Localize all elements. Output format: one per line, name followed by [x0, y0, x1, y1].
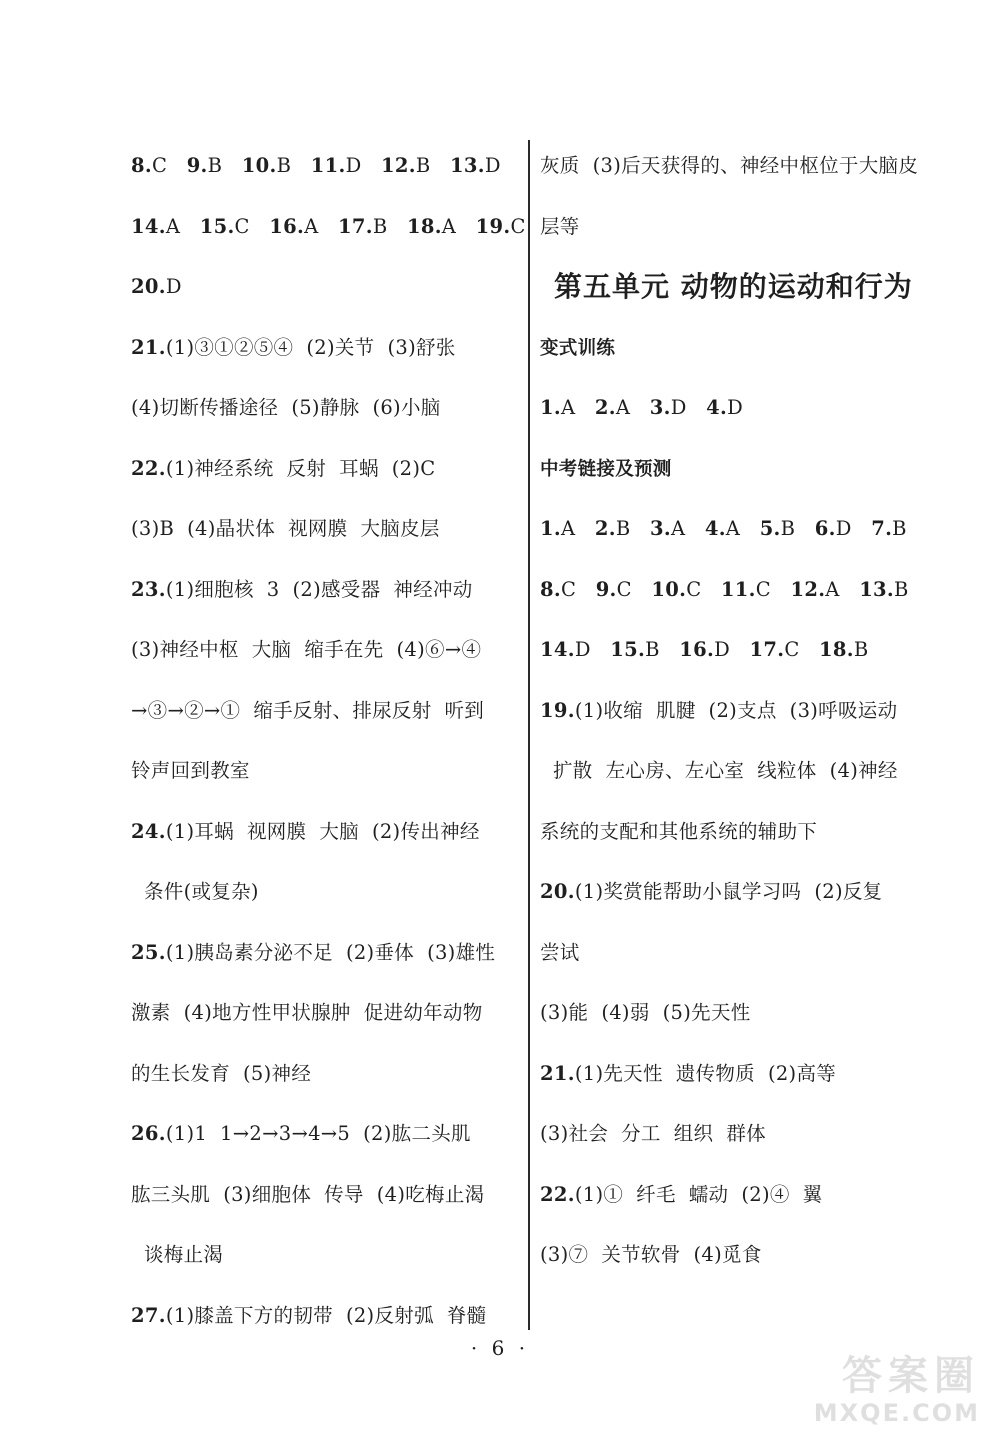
- question-number: 11.: [310, 154, 346, 177]
- question-number: 1.: [540, 396, 561, 419]
- answer-line: [540, 499, 940, 560]
- answer-line: [131, 681, 523, 742]
- question-number: 10.: [241, 154, 277, 177]
- answer-line: [131, 560, 523, 621]
- answer-text: B: [853, 638, 869, 661]
- answer-text: B: [645, 638, 680, 661]
- answer-text: C: [151, 154, 187, 177]
- answer-line: [131, 1165, 523, 1226]
- answer-line: [540, 378, 940, 439]
- answer-text: A: [825, 577, 860, 601]
- question-number: 21.: [540, 1061, 575, 1085]
- answer-line: [131, 923, 523, 984]
- section-label-exam-link: 中考链接及预测: [540, 458, 672, 480]
- question-number: 9.: [186, 154, 208, 177]
- question-number: 16.: [679, 638, 715, 661]
- answer-line: [540, 681, 940, 742]
- question-number: 13.: [450, 154, 485, 177]
- answer-text: A: [165, 214, 200, 238]
- watermark-text-top: 答案圈: [842, 1353, 980, 1399]
- answer-text: (1)胰岛素分泌不足 (2)垂体 (3)雄性: [165, 940, 496, 964]
- answer-text: B: [415, 154, 450, 177]
- answer-line: [540, 1225, 940, 1286]
- question-number: 13.: [859, 577, 895, 601]
- question-number: 17.: [749, 638, 785, 661]
- question-number: 24.: [131, 819, 166, 843]
- answer-line: [540, 983, 940, 1044]
- watermark-text-bottom: MXQE.COM: [813, 1399, 980, 1427]
- answer-line: [131, 499, 523, 560]
- answer-text: B: [894, 577, 909, 601]
- answer-text: (3)能 (4)弱 (5)先天性: [540, 1001, 751, 1024]
- answer-text: 条件(或复杂): [131, 880, 259, 903]
- answer-text: 的生长发育 (5)神经: [131, 1061, 312, 1085]
- question-number: 21.: [131, 335, 166, 359]
- answer-line: [540, 1104, 940, 1165]
- answer-line: [131, 197, 526, 258]
- answer-line: [131, 620, 523, 681]
- answer-line: [540, 1165, 940, 1226]
- question-number: 18.: [406, 214, 442, 238]
- watermark-logo: [780, 1354, 980, 1434]
- answer-line: [540, 560, 940, 621]
- question-number: 4.: [706, 396, 728, 419]
- question-number: 6.: [814, 517, 836, 540]
- question-number: 18.: [819, 638, 854, 661]
- answer-text: A: [441, 214, 476, 238]
- answer-line: 灰质 (3)后天获得的、神经中枢位于大脑皮: [540, 154, 919, 177]
- left-column: [131, 136, 526, 1346]
- page-number: · 6 ·: [470, 1336, 530, 1360]
- answer-line: [131, 257, 523, 318]
- answer-line: [131, 1044, 523, 1105]
- answer-text: (1)膝盖下方的韧带 (2)反射弧 脊髓: [165, 1303, 487, 1327]
- answer-text: (3)⑦ 关节软骨 (4)觅食: [540, 1243, 762, 1266]
- question-number: 10.: [651, 577, 687, 601]
- answer-text: →③→②→① 缩手反射、排尿反射 听到: [131, 698, 485, 722]
- answer-text: C: [560, 577, 596, 601]
- question-number: 8.: [131, 154, 152, 177]
- question-number: 3.: [649, 517, 671, 540]
- answer-text: C: [686, 577, 721, 601]
- answer-line: [540, 741, 940, 802]
- answer-text: B: [276, 154, 311, 177]
- answer-text: D: [670, 396, 707, 419]
- answer-text: B: [892, 517, 907, 540]
- answer-text: C: [234, 214, 270, 238]
- answer-text: (1)耳蜗 视网膜 大脑 (2)传出神经: [165, 819, 480, 843]
- answer-text: C: [616, 577, 652, 601]
- answer-text: D: [165, 275, 182, 298]
- question-number: 19.: [540, 698, 575, 722]
- continuation-block: [540, 136, 940, 257]
- answer-text: A: [725, 517, 760, 540]
- answer-line: [131, 1104, 523, 1165]
- answer-text: A: [304, 214, 338, 238]
- answer-text: (1)神经系统 反射 耳蜗 (2)C: [165, 456, 436, 480]
- question-number: 22.: [540, 1182, 575, 1206]
- practice-answers: [540, 378, 940, 439]
- exam-link-answers: [540, 499, 940, 1286]
- question-number: 4.: [704, 517, 726, 540]
- answer-line: [131, 136, 523, 197]
- question-number: 15.: [610, 638, 646, 661]
- question-number: 20.: [131, 275, 166, 298]
- question-number: 14.: [131, 214, 166, 238]
- answer-text: (1)③①②⑤④ (2)关节 (3)舒张: [165, 335, 456, 359]
- answer-text: 激素 (4)地方性甲状腺肿 促进幼年动物: [131, 1001, 483, 1024]
- answer-line: [540, 923, 940, 984]
- answer-text: D: [484, 154, 501, 177]
- question-number: 5.: [759, 517, 781, 540]
- answer-line: [540, 802, 940, 863]
- answer-text: 尝试: [540, 940, 580, 964]
- answer-text: (1)1 1→2→3→4→5 (2)肱二头肌: [165, 1122, 471, 1145]
- answer-line: [131, 1225, 523, 1286]
- answer-text: (1)收缩 肌腱 (2)支点 (3)呼吸运动: [574, 698, 898, 722]
- answer-line: [131, 378, 523, 439]
- answer-line: [131, 983, 523, 1044]
- question-number: 25.: [131, 940, 166, 964]
- column-divider: [528, 140, 530, 1330]
- answer-line: [540, 620, 940, 681]
- question-number: 12.: [790, 577, 826, 601]
- answer-text: D: [727, 396, 744, 419]
- question-number: 26.: [131, 1122, 166, 1145]
- answer-text: (1)奖赏能帮助小鼠学习吗 (2)反复: [574, 880, 883, 903]
- answer-line: [131, 318, 523, 379]
- answer-text: (4)切断传播途径 (5)静脉 (6)小脑: [131, 396, 441, 419]
- answer-text: A: [560, 517, 595, 540]
- answer-line: [131, 741, 523, 802]
- answer-line: [131, 802, 523, 863]
- question-number: 9.: [595, 577, 617, 601]
- answer-text: D: [574, 638, 611, 661]
- answer-line: [540, 1044, 940, 1105]
- question-number: 3.: [649, 396, 671, 419]
- answer-text: B: [207, 154, 242, 177]
- right-column: [540, 136, 940, 1286]
- section-label-practice: 变式训练: [540, 337, 616, 359]
- question-number: 12.: [381, 154, 416, 177]
- answer-text: 系统的支配和其他系统的辅助下: [540, 819, 818, 843]
- question-number: 11.: [720, 577, 756, 601]
- answer-text: (1)先天性 遗传物质 (2)高等: [574, 1061, 837, 1085]
- answer-text: (3)B (4)晶状体 视网膜 大脑皮层: [131, 517, 440, 540]
- answer-line: 层等: [540, 214, 580, 238]
- answer-text: B: [780, 517, 815, 540]
- answer-text: C: [755, 577, 791, 601]
- question-number: 20.: [540, 880, 575, 903]
- unit-title: 第五单元 动物的运动和行为: [554, 270, 913, 303]
- question-number: 14.: [540, 638, 575, 661]
- answer-text: 肱三头肌 (3)细胞体 传导 (4)吃梅止渴: [131, 1182, 485, 1206]
- answer-text: A: [670, 517, 705, 540]
- answer-text: (3)社会 分工 组织 群体: [540, 1122, 766, 1145]
- answer-line: [540, 862, 940, 923]
- question-number: 16.: [269, 214, 305, 238]
- answer-line: [131, 862, 523, 923]
- question-number: 8.: [540, 577, 561, 601]
- question-number: 15.: [199, 214, 235, 238]
- answer-line: [131, 439, 523, 500]
- answer-text: 扩散 左心房、左心室 线粒体 (4)神经: [540, 759, 898, 782]
- question-number: 22.: [131, 456, 166, 480]
- question-number: 2.: [594, 517, 616, 540]
- answer-text: B: [615, 517, 650, 540]
- answer-text: A: [615, 396, 650, 419]
- question-number: 1.: [540, 517, 561, 540]
- answer-text: A: [560, 396, 595, 419]
- answer-text: (1)细胞核 3 (2)感受器 神经冲动: [165, 577, 473, 601]
- question-number: 19.: [475, 214, 511, 238]
- answer-text: B: [372, 214, 407, 238]
- answer-text: D: [345, 154, 382, 177]
- answer-text: (1)① 纤毛 蠕动 (2)④ 翼: [574, 1182, 823, 1206]
- answer-text: C: [510, 214, 526, 238]
- question-number: 23.: [131, 577, 166, 601]
- answer-text: 谈梅止渴: [131, 1243, 224, 1266]
- answer-text: 铃声回到教室: [131, 759, 250, 782]
- question-number: 27.: [131, 1303, 166, 1327]
- answer-text: C: [784, 638, 820, 661]
- answer-text: D: [835, 517, 872, 540]
- question-number: 2.: [594, 396, 616, 419]
- answer-text: D: [714, 638, 750, 661]
- answer-text: (3)神经中枢 大脑 缩手在先 (4)⑥→④: [131, 638, 482, 661]
- question-number: 7.: [871, 517, 893, 540]
- question-number: 17.: [337, 214, 373, 238]
